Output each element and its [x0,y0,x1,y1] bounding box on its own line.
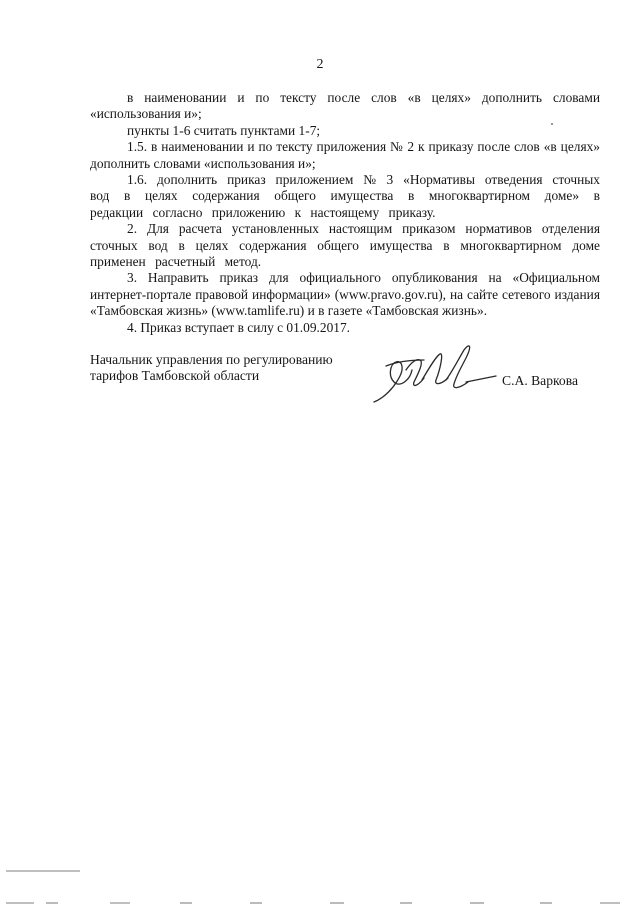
document-body [90,90,600,336]
signatory-position-line-2: тарифов Тамбовской области [90,367,260,383]
paragraph-item-4: 4. Приказ вступает в силу с 01.09.2017. [127,319,351,335]
paragraph-renumber-points: пункты 1-6 считать пунктами 1-7; [127,122,321,138]
paragraph-item-2: 2. Для расчета установленных настоящим приказом нормативов отделения сточных вод в целях содержания общего имущества в многоквартирном доме применен расчетный метод. [90,221,600,270]
signatory-position-line-1: Начальник управления по регулированию [90,352,333,367]
signatory-name: С.А. Варкова [502,373,578,388]
paragraph-item-1-6: 1.6. дополнить приказ приложением № 3 «Нормативы отведения сточных вод в целях содержания общего имущества в многоквартирном доме» в редакции согласно приложению к настоящему приказу. [90,172,600,220]
handwritten-signature [366,340,506,410]
signatory-position [90,352,390,383]
paragraph-item-1-5: 1.5. в наименовании и по тексту приложения № 2 к приказу после слов «в целях» дополнить словами «использования и»; [90,139,600,171]
scan-margin-marks [0,860,640,905]
signature-block [90,352,600,412]
paragraph-rename-usage: в наименовании и по тексту после слов «в целях» дополнить словами «использования и»; [90,90,600,122]
paragraph-item-3: 3. Направить приказ для официального опубликования на «Официальном интернет-портале правовой информации» (www.pravo.gov.ru), на сайте сетевого издания «Тамбовская жизнь» (www.tamlife.ru) и в газете «Тамбовская жизнь». [90,270,600,319]
page-number: 2 [316,57,324,72]
